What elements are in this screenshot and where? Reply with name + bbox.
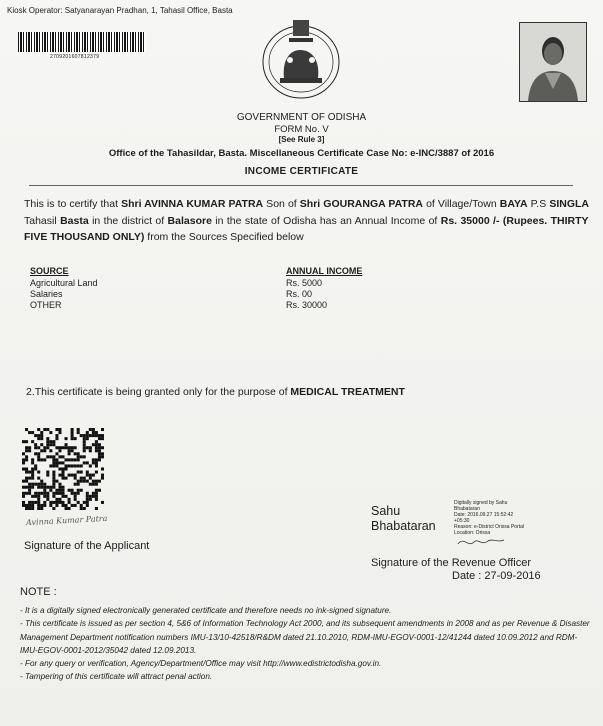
purpose-line: 2.This certificate is being granted only for the purpose of MEDICAL TREATMENT bbox=[26, 386, 405, 398]
note-item: - This certificate is issued as per section 4, 5&6 of Information Technology Act 2000, and its subsequent amendments in 2008 and as per Revenue & Disaster Management Department notification numbers IMU-13/10-42518/R&DM dated 21.10.2010, RDM-IMU-EGOV-0001-12/41244 dated 10.09.2012 and RDM-IMU-EGOV-0001-2012/35042 dated 12.09.2013. bbox=[20, 619, 590, 655]
government-heading: GOVERNMENT OF ODISHA bbox=[236, 112, 367, 123]
divider bbox=[29, 185, 573, 186]
digital-signature-details: Digitally signed by Sahu Bhabataran Date: 2016.09.27 15:52:42 +05:30 Reason: e-District Orissa Portal Location: Orissa bbox=[454, 500, 525, 536]
applicant-signature-label: Signature of the Applicant bbox=[24, 540, 150, 552]
office-case-line: Office of the Tahasildar, Basta. Miscellaneous Certificate Case No: e-INC/3887 of 2016 bbox=[108, 148, 495, 159]
issue-date: Date : 27-09-2016 bbox=[452, 570, 541, 582]
officer-signature-mark bbox=[456, 534, 506, 550]
source-header: SOURCE bbox=[30, 266, 69, 276]
police-station: SINGLA bbox=[549, 198, 589, 210]
annual-income: Rs. 35000 /- (Rupees. THIRTY FIVE THOUSAND ONLY) bbox=[24, 214, 589, 243]
form-number: FORM No. V bbox=[274, 124, 329, 135]
income-header: ANNUAL INCOME bbox=[286, 266, 363, 276]
barcode-number: 2709201607812379 bbox=[50, 54, 100, 60]
signer-name: Sahu Bhabataran bbox=[371, 504, 436, 533]
applicant-signature: Avinna Kumar Patra bbox=[25, 513, 108, 528]
rule-reference: [See Rule 3] bbox=[278, 135, 325, 144]
district: Balasore bbox=[167, 214, 212, 227]
kiosk-operator: Kiosk Operator: Satyanarayan Pradhan, 1, Tahasil Office, Basta bbox=[7, 6, 233, 15]
purpose-value: MEDICAL TREATMENT bbox=[290, 386, 405, 398]
qr-code bbox=[22, 428, 104, 510]
certification-paragraph: This is to certify that Shri AVINNA KUMAR PATRA Son of Shri GOURANGA PATRA of Village/Town BAYA P.S SINGLA Tahasil Basta in the district of Balasore in the state of Odisha has an Annual Income of Rs. 35000 /- (Rupees. THIRTY FIVE THOUSAND ONLY) from the Sources Specified below bbox=[24, 198, 589, 243]
applicant-name: Shri AVINNA KUMAR PATRA bbox=[121, 198, 264, 210]
certificate-title: INCOME CERTIFICATE bbox=[244, 166, 359, 177]
note-title: NOTE : bbox=[20, 586, 57, 598]
table-row: Salaries Rs. 00 bbox=[30, 289, 313, 299]
note-item: - Tampering of this certificate will attract penal action. bbox=[20, 672, 213, 682]
note-item: - It is a digitally signed electronically generated certificate and therefore needs no ink-signed signature. bbox=[20, 606, 392, 615]
applicant-photo bbox=[519, 22, 587, 102]
note-item: - For any query or verification, Agency/Department/Office may visit http://www.edistrictodisha.gov.in. bbox=[20, 659, 382, 669]
revenue-officer-label: Signature of the Revenue Officer bbox=[371, 557, 532, 569]
notes-list bbox=[20, 604, 590, 684]
income-table-header bbox=[30, 266, 410, 278]
tahasil: Basta bbox=[60, 214, 89, 227]
table-row: Agricultural Land Rs. 5000 bbox=[30, 278, 323, 288]
barcode bbox=[18, 32, 146, 52]
table-row: OTHER Rs. 30000 bbox=[30, 300, 328, 310]
income-table bbox=[30, 266, 410, 311]
village: BAYA bbox=[499, 198, 528, 210]
father-name: Shri GOURANGA PATRA bbox=[299, 198, 423, 210]
government-emblem-icon bbox=[260, 16, 342, 100]
